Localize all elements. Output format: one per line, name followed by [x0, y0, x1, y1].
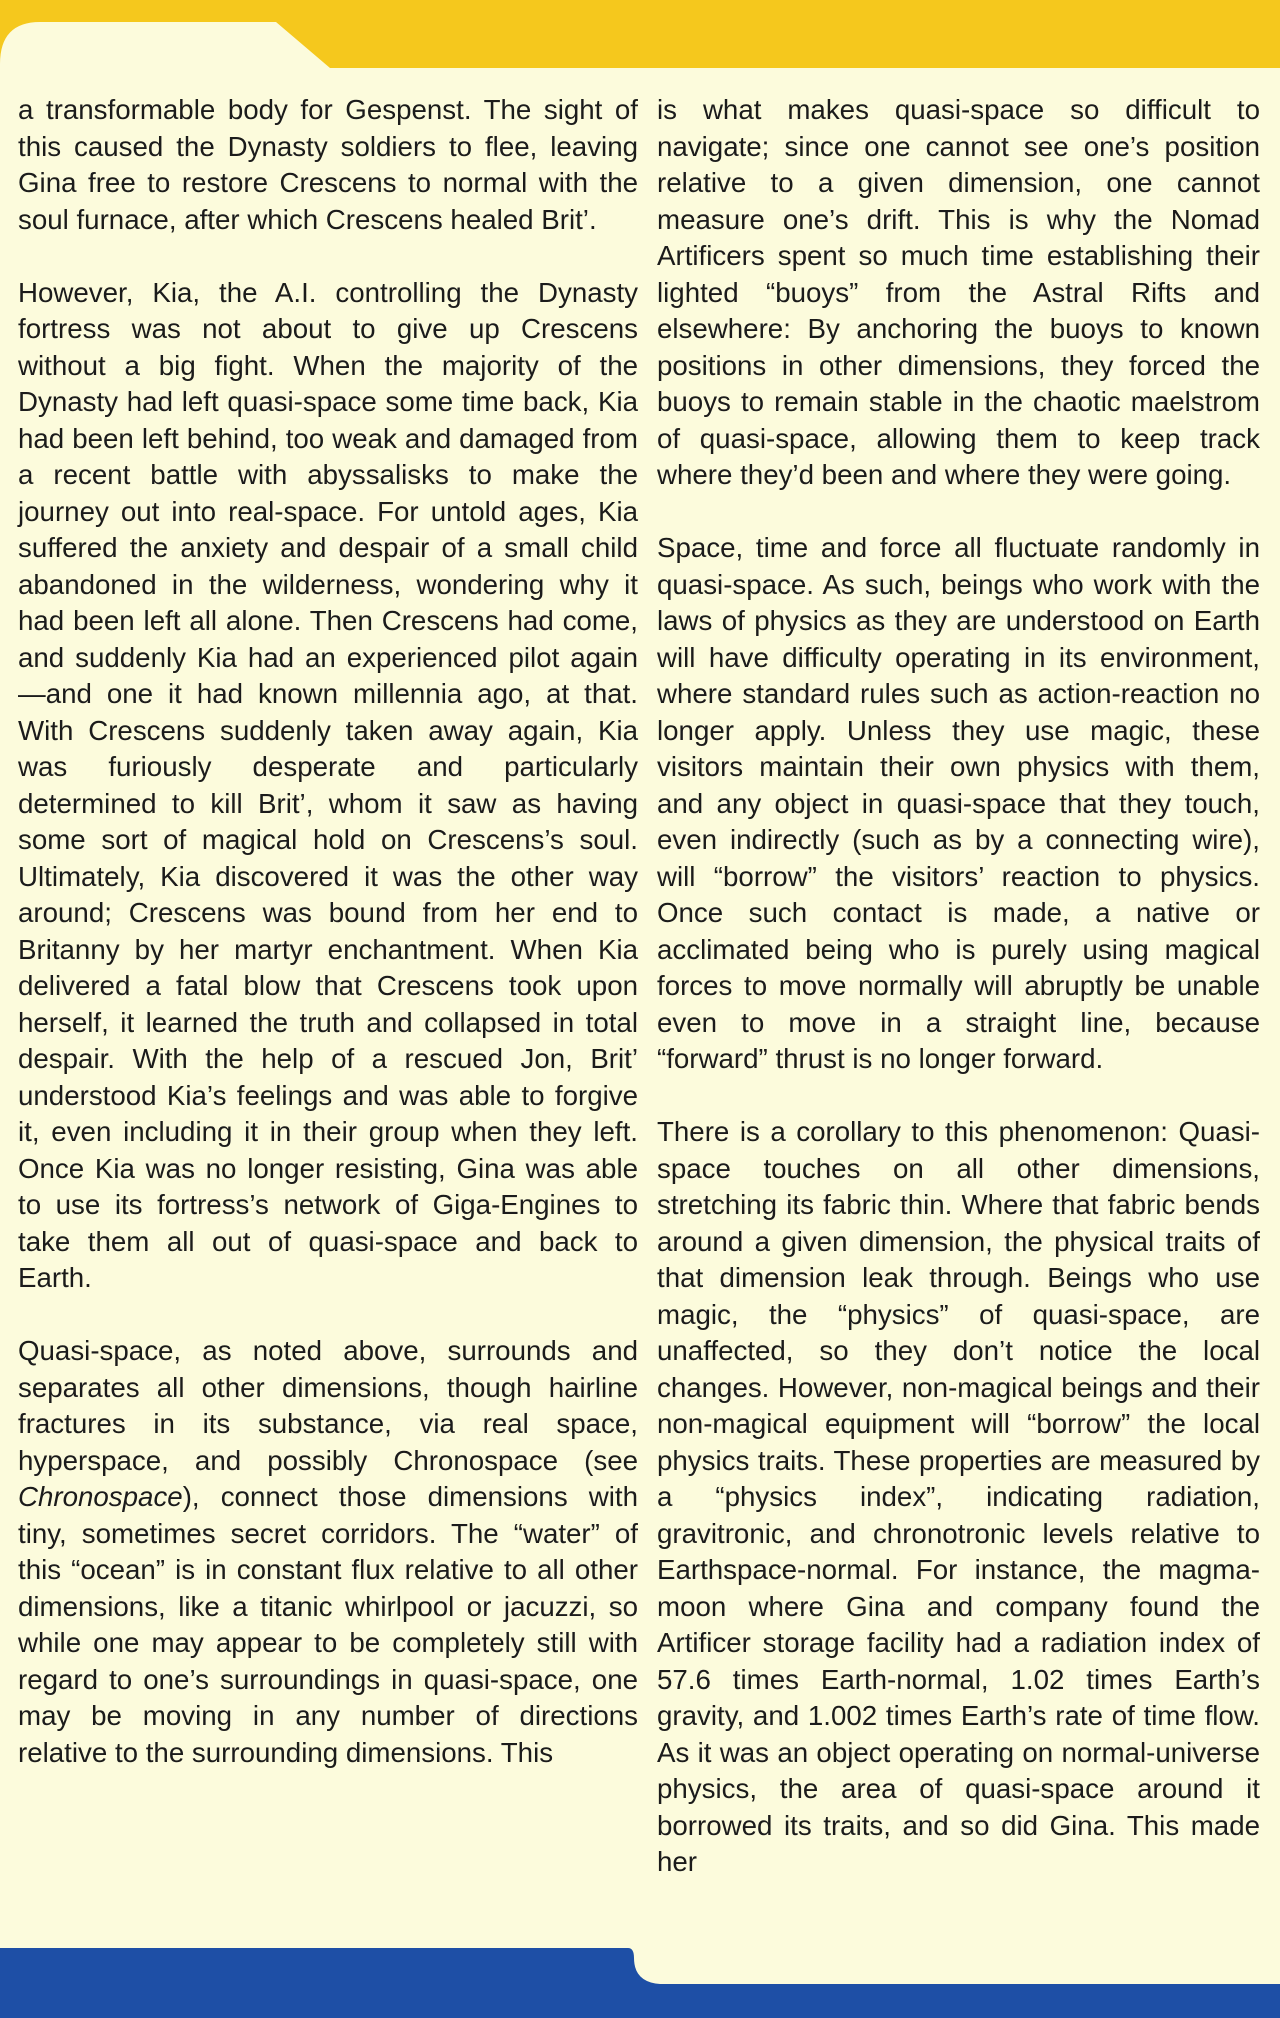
left-column [18, 92, 638, 1808]
left-paragraph-3 [18, 1333, 638, 1771]
left-paragraph-1: a transformable body for Gespenst. The sight of this caused the Dynasty soldiers to flee, leaving Gina free to restore Crescens to normal with the soul furnace, after which Crescens healed Brit’. [18, 94, 638, 235]
chronospace-reference: Chronospace [18, 1481, 183, 1512]
left-paragraph-3-end: ), connect those dimensions with tiny, sometimes secret corridors. The “water” of this “ocean” is in constant flux relative to all other dimensions, like a titanic whirlpool or jacuzzi, so while one may appear to be completely still with regard to one’s surroundings in quasi-space, one may be moving in any number of directions relative to the surrounding dimensions. This [18, 1481, 638, 1768]
left-paragraph-3-start: Quasi-space, as noted above, surrounds and separates all other dimensions, though hairline fractures in its substance, via real space, hyperspace, and possibly Chronospace (see [18, 1335, 638, 1476]
right-column [657, 92, 1260, 1917]
right-paragraph-2: Space, time and force all fluctuate randomly in quasi-space. As such, beings who work with the laws of physics as they are understood on Earth will have difficulty operating in its environment, where standard rules such as action-reaction no longer apply. Unless they use magic, these visitors maintain their own physics with them, and any object in quasi-space that they touch, even indirectly (such as by a connecting wire), will “borrow” the visitors’ reaction to physics. Once such contact is made, a native or acclimated being who is purely using magical forces to move normally will abruptly be unable even to move in a straight line, because “forward” thrust is no longer forward. [657, 532, 1260, 1074]
right-paragraph-3: There is a corollary to this phenomenon: Quasi-space touches on all other dimensions, stretching its fabric thin. Where that fabric bends around a given dimension, the physical traits of that dimension leak through. Beings who use magic, the “physics” of quasi-space, are unaffected, so they don’t notice the local changes. However, non-magical beings and their non-magical equipment will “borrow” the local physics traits. These properties are measured by a “physics index”, indicating radiation, gravitronic, and chronotronic levels relative to Earthspace-normal. For instance, the magma-moon where Gina and company found the Artificer storage facility had a radiation index of 57.6 times Earth-normal, 1.02 times Earth’s gravity, and 1.002 times Earth’s rate of time flow. As it was an object operating on normal-universe physics, the area of quasi-space around it borrowed its traits, and so did Gina. This made her [657, 1116, 1260, 1877]
left-paragraph-2: However, Kia, the A.I. controlling the Dynasty fortress was not about to give up Crescens without a big fight. When the majority of the Dynasty had left quasi-space some time back, Kia had been left behind, too weak and damaged from a recent battle with abyssalisks to make the journey out into real-space. For untold ages, Kia suffered the anxiety and despair of a small child abandoned in the wilderness, wondering why it had been left all alone. Then Crescens had come, and suddenly Kia had an experienced pilot again—and one it had known millennia ago, at that. With Crescens suddenly taken away again, Kia was furiously desperate and particularly determined to kill Brit’, whom it saw as having some sort of magical hold on Crescens’s soul. Ultimately, Kia discovered it was the other way around; Crescens was bound from her end to Britanny by her martyr enchantment. When Kia delivered a fatal blow that Crescens took upon herself, it learned the truth and collapsed in total despair. With the help of a rescued Jon, Brit’ understood Kia’s feelings and was able to forgive it, even including it in their group when they left. Once Kia was no longer resisting, Gina was able to use its fortress’s network of Giga-Engines to take them all out of quasi-space and back to Earth. [18, 276, 638, 1293]
right-paragraph-1: is what makes quasi-space so difficult to navigate; since one cannot see one’s position relative to a given dimension, one cannot measure one’s drift. This is why the Nomad Artificers spent so much time establishing their lighted “buoys” from the Astral Rifts and elsewhere: By anchoring the buoys to known positions in other dimensions, they forced the buoys to remain stable in the chaotic maelstrom of quasi-space, allowing them to keep track where they’d been and where they were going. [657, 94, 1260, 490]
